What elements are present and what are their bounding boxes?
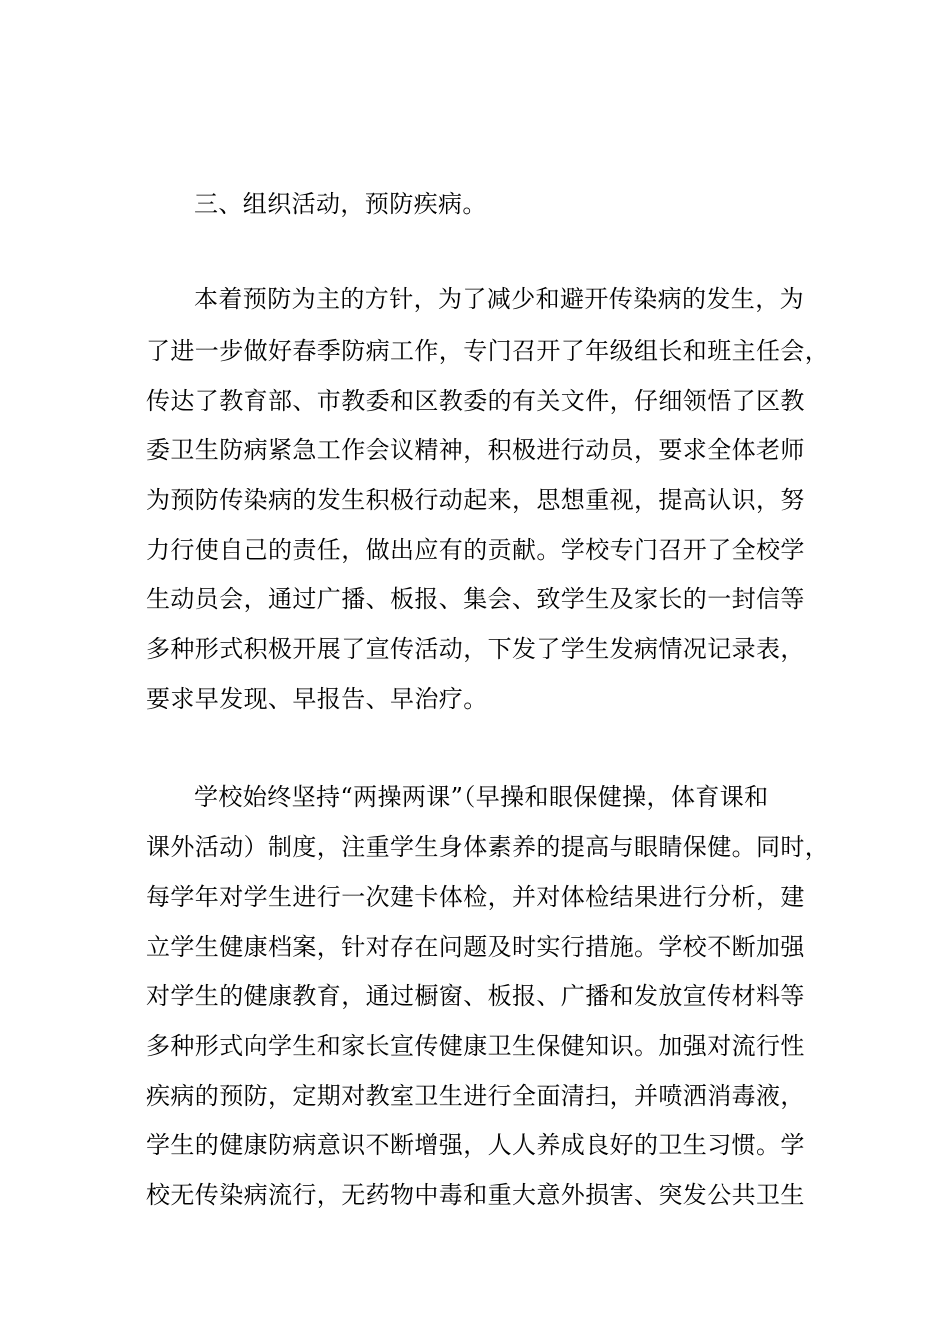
paragraph-line: 对学生的健康教育，通过橱窗、板报、广播和发放宣传材料等 bbox=[146, 982, 805, 1010]
paragraph-line: 生动员会，通过广播、板报、集会、致学生及家长的一封信等 bbox=[146, 585, 805, 613]
paragraph-line: 传达了教育部、市教委和区教委的有关文件，仔细领悟了区教 bbox=[146, 387, 805, 415]
paragraph-line: 立学生健康档案，针对存在问题及时实行措施。学校不断加强 bbox=[146, 933, 805, 961]
paragraph-line: 学生的健康防病意识不断增强，人人养成良好的卫生习惯。学 bbox=[146, 1131, 805, 1159]
paragraph-line: 校无传染病流行，无药物中毒和重大意外损害、突发公共卫生 bbox=[146, 1181, 805, 1209]
paragraph-line: 学校始终坚持“两操两课”（早操和眼保健操，体育课和 bbox=[194, 783, 769, 811]
paragraph-line: 要求早发现、早报告、早治疗。 bbox=[146, 685, 488, 713]
paragraph-line: 课外活动）制度，注重学生身体素养的提高与眼睛保健。同时， bbox=[146, 833, 830, 861]
section-heading: 三、组织活动，预防疾病。 bbox=[194, 190, 487, 218]
paragraph-line: 每学年对学生进行一次建卡体检，并对体检结果进行分析，建 bbox=[146, 883, 805, 911]
paragraph-line: 多种形式向学生和家长宣传健康卫生保健知识。加强对流行性 bbox=[146, 1032, 805, 1060]
paragraph-line: 多种形式积极开展了宣传活动，下发了学生发病情况记录表， bbox=[146, 635, 805, 663]
paragraph-line: 力行使自己的责任，做出应有的贡献。学校专门召开了全校学 bbox=[146, 536, 805, 564]
paragraph-line: 委卫生防病紧急工作会议精神，积极进行动员，要求全体老师 bbox=[146, 436, 805, 464]
paragraph-line: 疾病的预防，定期对教室卫生进行全面清扫，并喷洒消毒液， bbox=[146, 1082, 805, 1110]
paragraph-line: 了进一步做好春季防病工作，专门召开了年级组长和班主任会， bbox=[146, 337, 830, 365]
paragraph-line: 本着预防为主的方针，为了减少和避开传染病的发生，为 bbox=[194, 285, 804, 313]
paragraph-line: 为预防传染病的发生积极行动起来，思想重视，提高认识，努 bbox=[146, 486, 805, 514]
